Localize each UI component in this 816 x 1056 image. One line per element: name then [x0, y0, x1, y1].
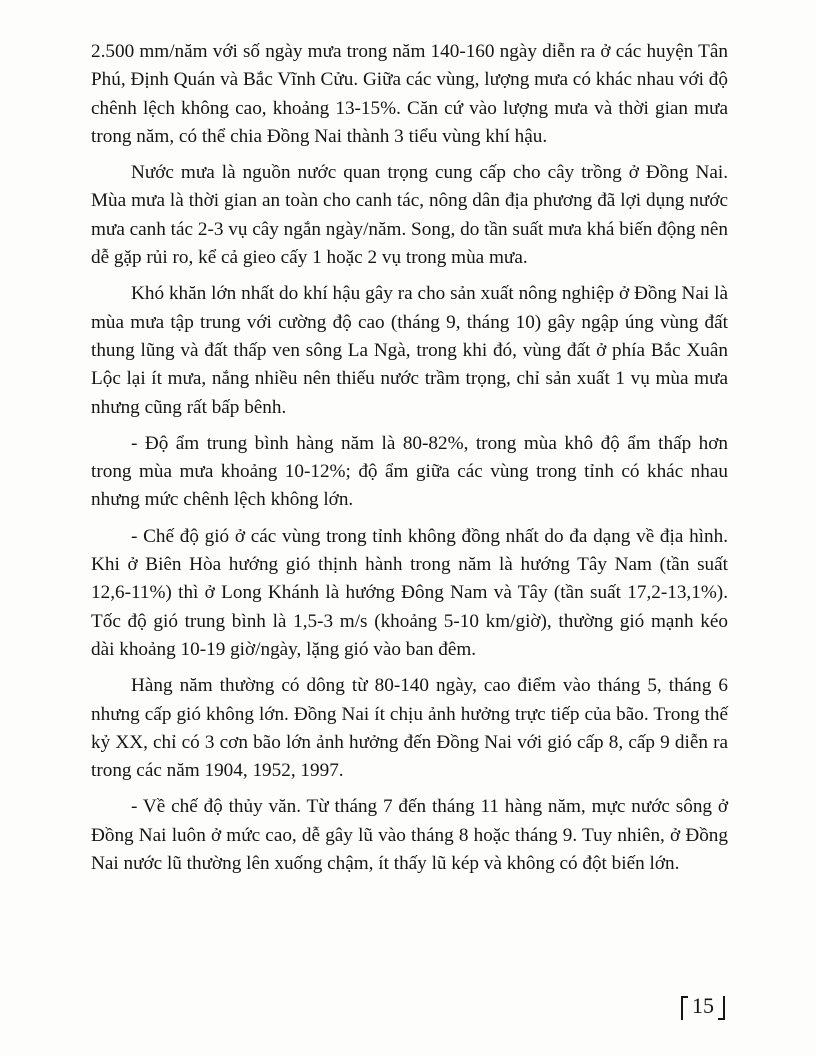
- paragraph-rainwater: Nước mưa là nguồn nước quan trọng cung cấp cho cây trồng ở Đồng Nai. Mùa mưa là thời gian an toàn cho canh tác, nông dân địa phương đã lợi dụng nước mưa canh tác 2-3 vụ cây ngắn ngày/năm. Song, do tần suất mưa khá biến động nên dễ gặp rủi ro, kể cả gieo cấy 1 hoặc 2 vụ trong mùa mưa.: [91, 162, 728, 269]
- paragraph-wind: - Chế độ gió ở các vùng trong tỉnh không đồng nhất do đa dạng về địa hình. Khi ở Biên Hòa hướng gió thịnh hành trong năm là hướng Tây Nam (tần suất 12,6-11%) thì ở Long Khánh là hướng Đông Nam và Tây (tần suất 17,2-13,1%). Tốc độ gió trung bình là 1,5-3 m/s (khoảng 5-10 km/giờ), thường gió mạnh kéo dài khoảng 10-19 giờ/ngày, lặng gió vào ban đêm.: [91, 525, 728, 660]
- page-number-text: 15: [692, 993, 714, 1018]
- paragraph-rainfall-continued: 2.500 mm/năm với số ngày mưa trong năm 140-160 ngày diễn ra ở các huyện Tân Phú, Định Quán và Bắc Vĩnh Cửu. Giữa các vùng, lượng mưa có khác nhau với độ chênh lệch không cao, khoảng 13-15%. Căn cứ vào lượng mưa và thời gian mưa trong năm, có thể chia Đồng Nai thành 3 tiểu vùng khí hậu.: [91, 41, 728, 147]
- paragraph-climate-difficulties: Khó khăn lớn nhất do khí hậu gây ra cho sản xuất nông nghiệp ở Đồng Nai là mùa mưa tập trung với cường độ cao (tháng 9, tháng 10) gây ngập úng vùng đất thung lũng và đất thấp ven sông La Ngà, trong khi đó, vùng đất ở phía Bắc Xuân Lộc lại ít mưa, nắng nhiều nên thiếu nước trầm trọng, chỉ sản xuất 1 vụ mùa mưa nhưng cũng rất bấp bênh.: [91, 283, 728, 418]
- page-number-bracket-right: [718, 996, 725, 1020]
- paragraph-hydrology: - Về chế độ thủy văn. Từ tháng 7 đến tháng 11 hàng năm, mực nước sông ở Đồng Nai luôn ở mức cao, dễ gây lũ vào tháng 8 hoặc tháng 9. Tuy nhiên, ở Đồng Nai nước lũ thường lên xuống chậm, ít thấy lũ kép và không có đột biến lớn.: [91, 796, 728, 875]
- page-number: [679, 990, 727, 1022]
- page-number-bracket-left: [681, 996, 688, 1020]
- paragraph-storms: Hàng năm thường có dông từ 80-140 ngày, cao điểm vào tháng 5, tháng 6 nhưng cấp gió không lớn. Đồng Nai ít chịu ảnh hưởng trực tiếp của bão. Trong thế kỷ XX, chỉ có 3 cơn bão lớn ảnh hưởng đến Đồng Nai với gió cấp 8, cấp 9 diễn ra trong các năm 1904, 1952, 1997.: [91, 675, 728, 782]
- paragraph-humidity: - Độ ẩm trung bình hàng năm là 80-82%, trong mùa khô độ ẩm thấp hơn trong mùa mưa khoảng 10-12%; độ ẩm giữa các vùng trong tỉnh có khác nhau nhưng mức chênh lệch không lớn.: [91, 432, 728, 511]
- page-body: [91, 38, 728, 886]
